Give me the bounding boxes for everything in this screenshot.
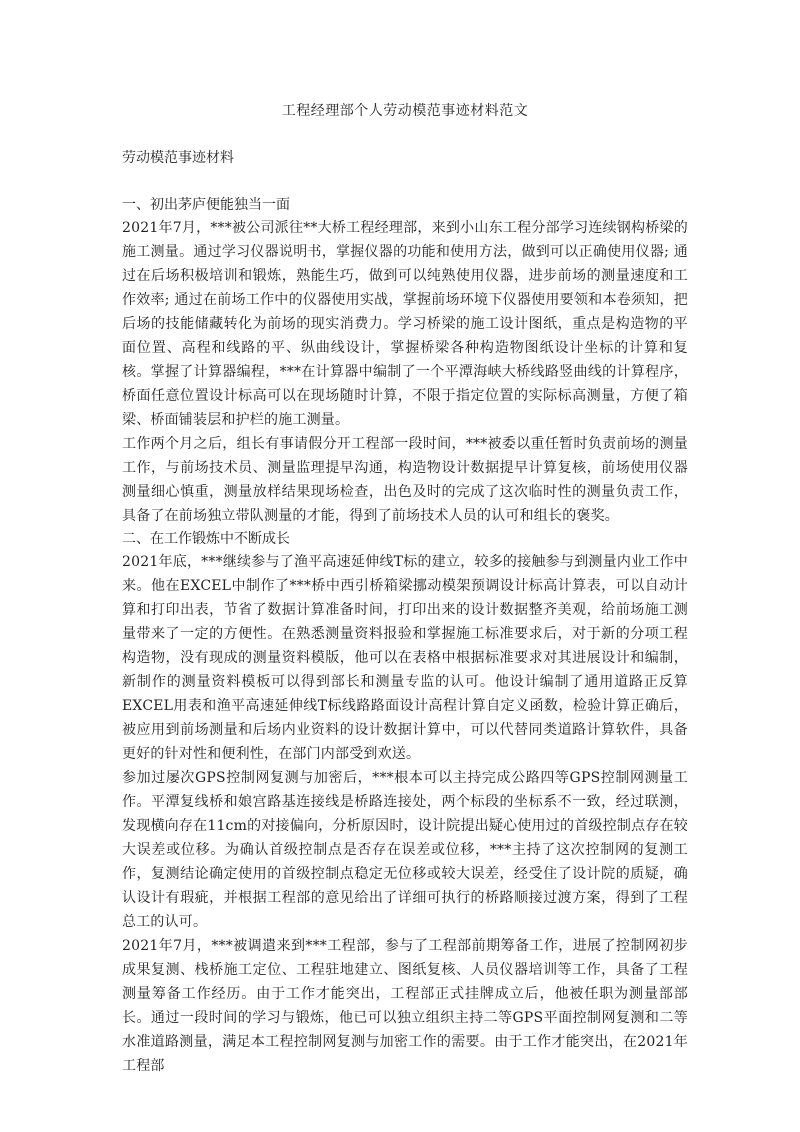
section-heading-1: 一、初出茅庐便能独当一面 [122,197,290,213]
document-title: 工程经理部个人劳动模范事迹材料范文 [281,103,529,119]
paragraph: 工作两个月之后，组长有事请假分开工程部一段时间，***被委以重任暂时负责前场的测量工作，与前场技术员、测量监理提早沟通，构造物设计数据提早计算复核，前场使用仪器测量细心慎重，测量放样结果现场检查，出色及时的完成了这次临时性的测量负责工作，具备了在前场独立带队测量的才能，得到了前场技术人员的认可和组长的褒奖。 [122,436,688,524]
paragraph: 2021年7月，***被公司派往**大桥工程经理部，来到小山东工程分部学习连续钢构桥梁的施工测量。通过学习仪器说明书，掌握仪器的功能和使用方法，做到可以正确使用仪器; 通过在后场积极培训和锻炼，熟能生巧，做到可以纯熟使用仪器，进步前场的测量速度和工作效率; 通过在前场工作中的仪器使用实战，掌握前场环境下仪器使用要领和本卷须知，把后场的技能储藏转化为前场的现实消费力。学习桥梁的施工设计图纸，重点是构造物的平面位置、高程和线路的平、纵曲线设计，掌握桥梁各种构造物图纸设计坐标的计算和复核。掌握了计算器编程，***在计算器中编制了一个平潭海峡大桥线路竖曲线的计算程序，桥面任意位置设计标高可以在现场随时计算，不限于指定位置的实际标高测量，方便了箱梁、桥面铺装层和护栏的施工测量。 [122,220,688,428]
document-subtitle: 劳动模范事迹材料 [122,150,234,166]
paragraph: 2021年7月，***被调遣来到***工程部，参与了工程部前期筹备工作，进展了控制网初步成果复测、栈桥施工定位、工程驻地建立、图纸复核、人员仪器培训等工作，具备了工程测量筹备工作经历。由于工作才能突出，工程部正式挂牌成立后，他被任职为测量部部长。通过一段时间的学习与锻炼，他已可以独立组织主持二等GPS平面控制网复测和二等水准道路测量，满足本工程控制网复测与加密工作的需要。由于工作才能突出，在2021年工程部 [122,938,688,1074]
section-heading-2: 二、在工作锻炼中不断成长 [122,531,290,547]
paragraph: 2021年底，***继续参与了渔平高速延伸线T标的建立，较多的接触参与到测量内业工作中来。他在EXCEL中制作了***桥中西引桥箱梁挪动模架预调设计标高计算表，可以自动计算和打印出表，节省了数据计算准备时间，打印出来的设计数据整齐美观，给前场施工测量带来了一定的方便性。在熟悉测量资料报验和掌握施工标准要求后，对于新的分项工程构造物，没有现成的测量资料模版，他可以在表格中根据标准要求对其进展设计和编制，新制作的测量资料模板可以得到部长和测量专监的认可。他设计编制了通用道路正反算EXCEL用表和渔平高速延伸线T标线路路面设计高程计算自定义函数，检验计算正确后，被应用到前场测量和后场内业资料的设计数据计算中，可以代替同类道路计算软件，具备更好的针对性和便利性，在部门内部受到欢送。 [122,554,688,762]
paragraph: 参加过屡次GPS控制网复测与加密后，***根本可以主持完成公路四等GPS控制网测量工作。平潭复线桥和娘宫路基连接线是桥路连接处，两个标段的坐标系不一致，经过联测，发现横向存在11cm的对接偏向，分析原因时，设计院提出疑心使用过的首级控制点存在较大误差或位移。为确认首级控制点是否存在误差或位移，***主持了这次控制网的复测工作，复测结论确定使用的首级控制点稳定无位移或较大误差，经受住了设计院的质疑，确认设计有瑕疵，并根据工程部的意见给出了详细可执行的桥路顺接过渡方案，得到了工程总工的认可。 [122,770,688,930]
